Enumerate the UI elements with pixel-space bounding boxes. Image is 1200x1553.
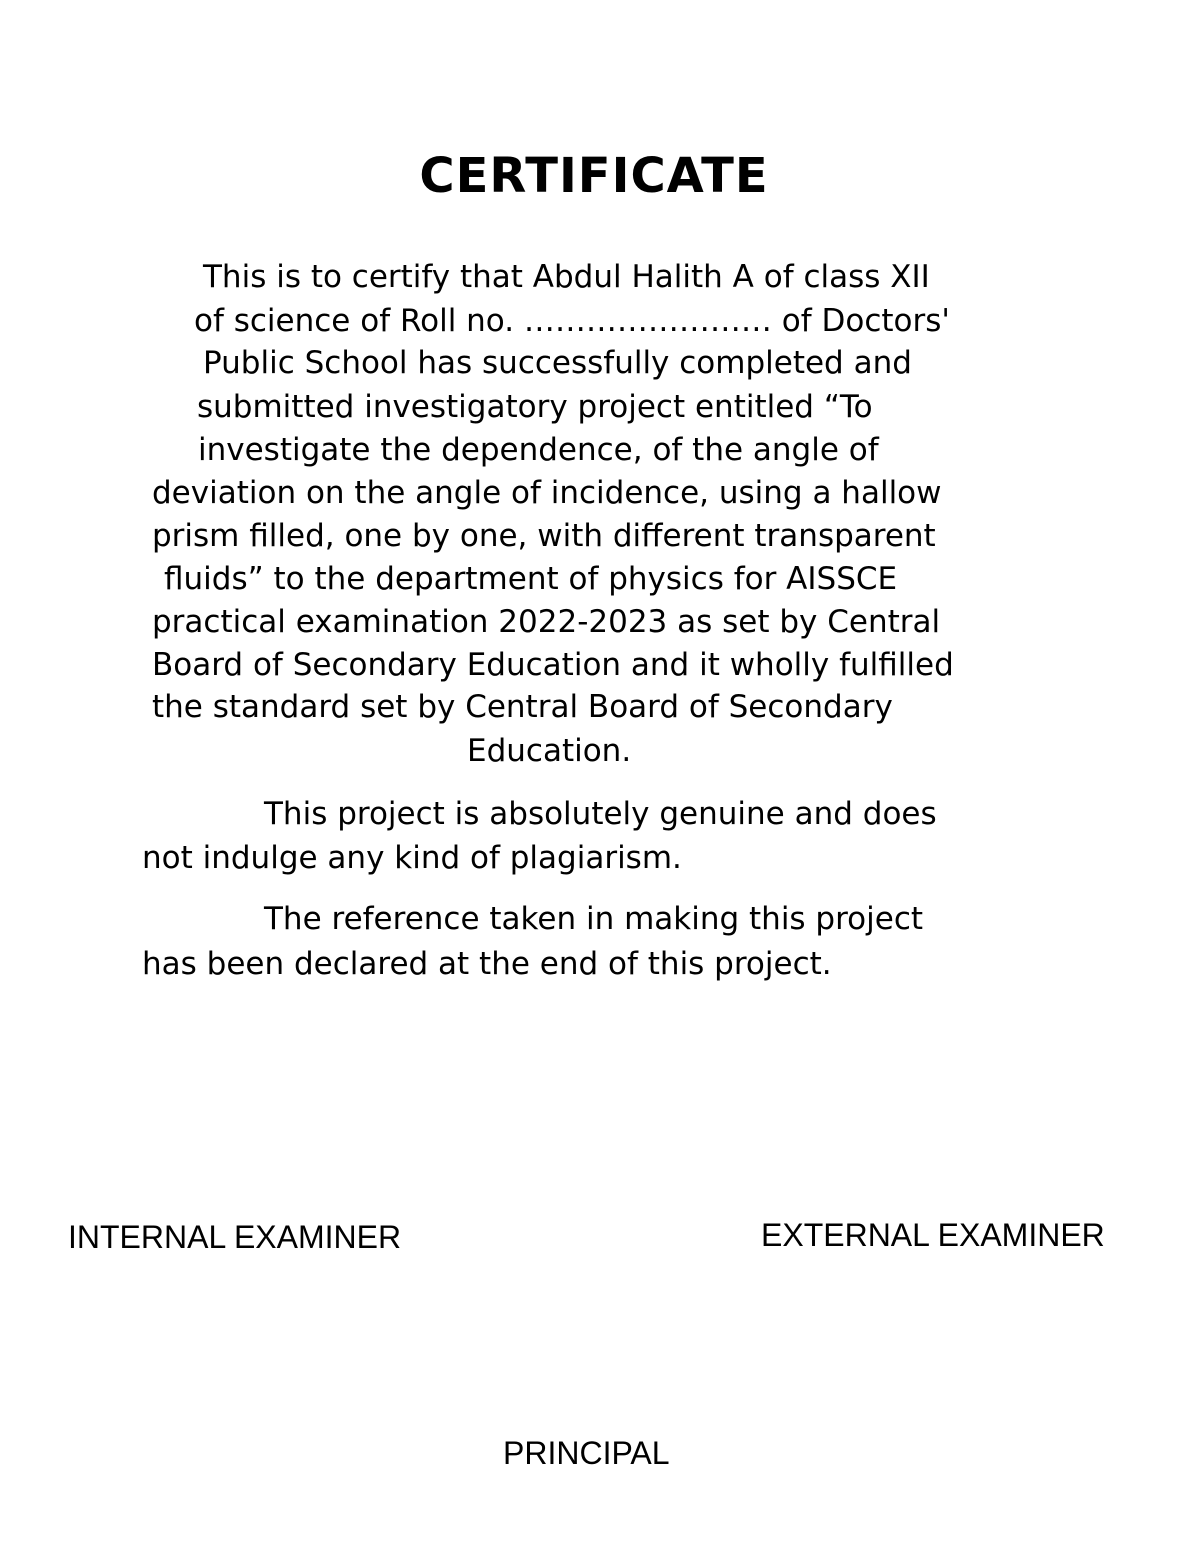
external-examiner-label: EXTERNAL EXAMINER xyxy=(761,1217,1105,1253)
certificate-title: CERTIFICATE xyxy=(419,148,769,204)
paragraph-line: prism filled, one by one, with different transparent xyxy=(152,518,936,554)
paragraph-line: the standard set by Central Board of Secondary xyxy=(152,689,893,725)
paragraph-line: This project is absolutely genuine and does xyxy=(264,796,937,832)
paragraph-line: has been declared at the end of this project. xyxy=(142,946,832,982)
paragraph-line: Public School has successfully completed and xyxy=(203,345,912,381)
paragraph-line: submitted investigatory project entitled “To xyxy=(197,389,873,425)
paragraph-line: of science of Roll no. …………………… of Doctors' xyxy=(194,303,950,339)
paragraph-line: This is to certify that Abdul Halith A of class XII xyxy=(203,259,930,295)
paragraph-line: deviation on the angle of incidence, using a hallow xyxy=(152,475,942,511)
principal-label: PRINCIPAL xyxy=(503,1435,670,1471)
paragraph-line: Education. xyxy=(467,733,632,769)
paragraph-line: fluids” to the department of physics for AISSCE xyxy=(164,561,898,597)
paragraph-line: not indulge any kind of plagiarism. xyxy=(142,840,682,876)
paragraph-line: investigate the dependence, of the angle of xyxy=(198,432,879,468)
paragraph-line: The reference taken in making this project xyxy=(264,901,924,937)
internal-examiner-label: INTERNAL EXAMINER xyxy=(68,1219,402,1255)
paragraph-line: practical examination 2022-2023 as set by Central xyxy=(152,604,941,640)
paragraph-line: Board of Secondary Education and it wholly fulfilled xyxy=(152,647,954,683)
